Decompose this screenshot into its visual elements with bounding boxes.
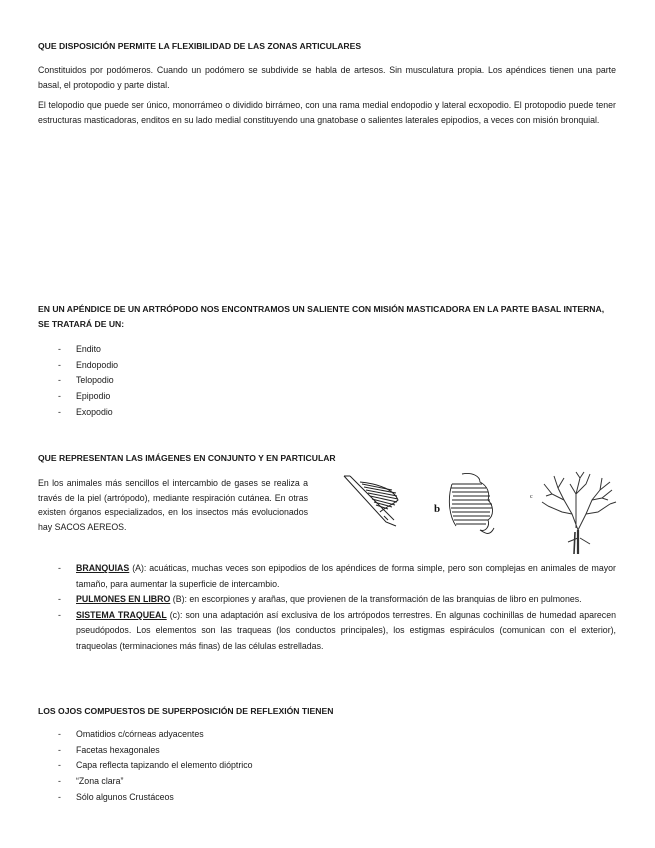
list-item-branquias [38, 561, 616, 592]
list-item: - Telopodio [38, 373, 616, 389]
book-lung-figure [449, 473, 494, 533]
section-heading: EN UN APÉNDICE DE UN ARTRÓPODO NOS ENCONTRAMOS UN SALIENTE CON MISIÓN MASTICADORA EN LA PARTE BASAL INTERNA, SE TRATARÁ DE UN: [38, 304, 605, 329]
section-flexibilidad [38, 40, 616, 127]
intro-text [38, 476, 308, 534]
section-heading: QUE REPRESENTAN LAS IMÁGENES EN CONJUNTO Y EN PARTICULAR [38, 453, 336, 463]
section-heading: LOS OJOS COMPUESTOS DE SUPERPOSICIÓN DE REFLEXIÓN TIENEN [38, 706, 334, 716]
respiration-list [38, 561, 616, 654]
paragraph: El telopodio que puede ser único, monorrámeo o dividido birrámeo, con una rama medial endopodio y lateral ecxopodio. El protopodio puede tener estructuras masticadoras, enditos en su lado medial constituyendo una gnatobase o salientes laterales epipodios, a veces con misión bronquial. [38, 100, 616, 125]
section-heading: QUE DISPOSICIÓN PERMITE LA FLEXIBILIDAD DE LAS ZONAS ARTICULARES [38, 41, 362, 51]
list-item: - Exopodio [38, 405, 616, 421]
paragraph: En los animales más sencillos el intercambio de gases se realiza a través de la piel (artrópodo), mediante respiración cutánea. En otras existen órganos especializados, en los insectos más evolucionados hay SACOS AEREOS. [38, 478, 308, 532]
term-description: (A): acuáticas, muchas veces son epipodios de los apéndices de forma simple, pero son complejas en animales de mayor tamaño, para aumentar la superficie de intercambio. [76, 563, 616, 589]
term-description: (B): en escorpiones y arañas, que provienen de la transformación de las branquias de libro en pulmones. [170, 594, 582, 604]
paragraph: Constituidos por podómeros. Cuando un podómero se subdivide se habla de artesos. Sin musculatura propia. Los apéndices tienen una parte basal, el protopodio y parte distal. [38, 65, 616, 90]
list-item: - Capa reflecta tapizando el elemento dióptrico [38, 758, 616, 774]
list-item: - Epipodio [38, 389, 616, 405]
section-apendice-question [38, 302, 616, 421]
term-description: (c): son una adaptación así exclusiva de los artrópodos terrestres. En algunas cochinillas de humedad aparecen pseudópodos. Los elementos son las traqueas (los conductos principales), los estigmas espiráculos (comunican con el exterior), traqueolas (terminaciones más finas) de las células estrelladas. [76, 609, 616, 651]
section-ojos-compuestos [38, 705, 616, 806]
respiration-list-block [38, 561, 616, 654]
tracheal-tree-figure [542, 472, 616, 554]
list-item: - Omatidios c/córneas adyacentes [38, 727, 616, 743]
term: BRANQUIAS [76, 563, 130, 573]
term: PULMONES EN LIBRO [76, 594, 171, 604]
list-item: - Sólo algunos Crustáceos [38, 790, 616, 806]
list-item-pulmones [38, 592, 616, 608]
section-imagenes [38, 452, 616, 465]
answer-list [38, 727, 616, 806]
term: SISTEMA TRAQUEAL [76, 609, 167, 620]
answer-list [38, 342, 616, 421]
figure-label-b: b [434, 503, 441, 515]
list-item: - “Zona clara” [38, 774, 616, 790]
list-item: - Endopodio [38, 358, 616, 374]
list-item: - Endito [38, 342, 616, 358]
respiration-figures [340, 470, 620, 555]
figure-label-c: c [530, 494, 533, 500]
gill-figure [344, 476, 398, 526]
list-item-sistema-traqueal [38, 608, 616, 655]
list-item: - Facetas hexagonales [38, 743, 616, 759]
